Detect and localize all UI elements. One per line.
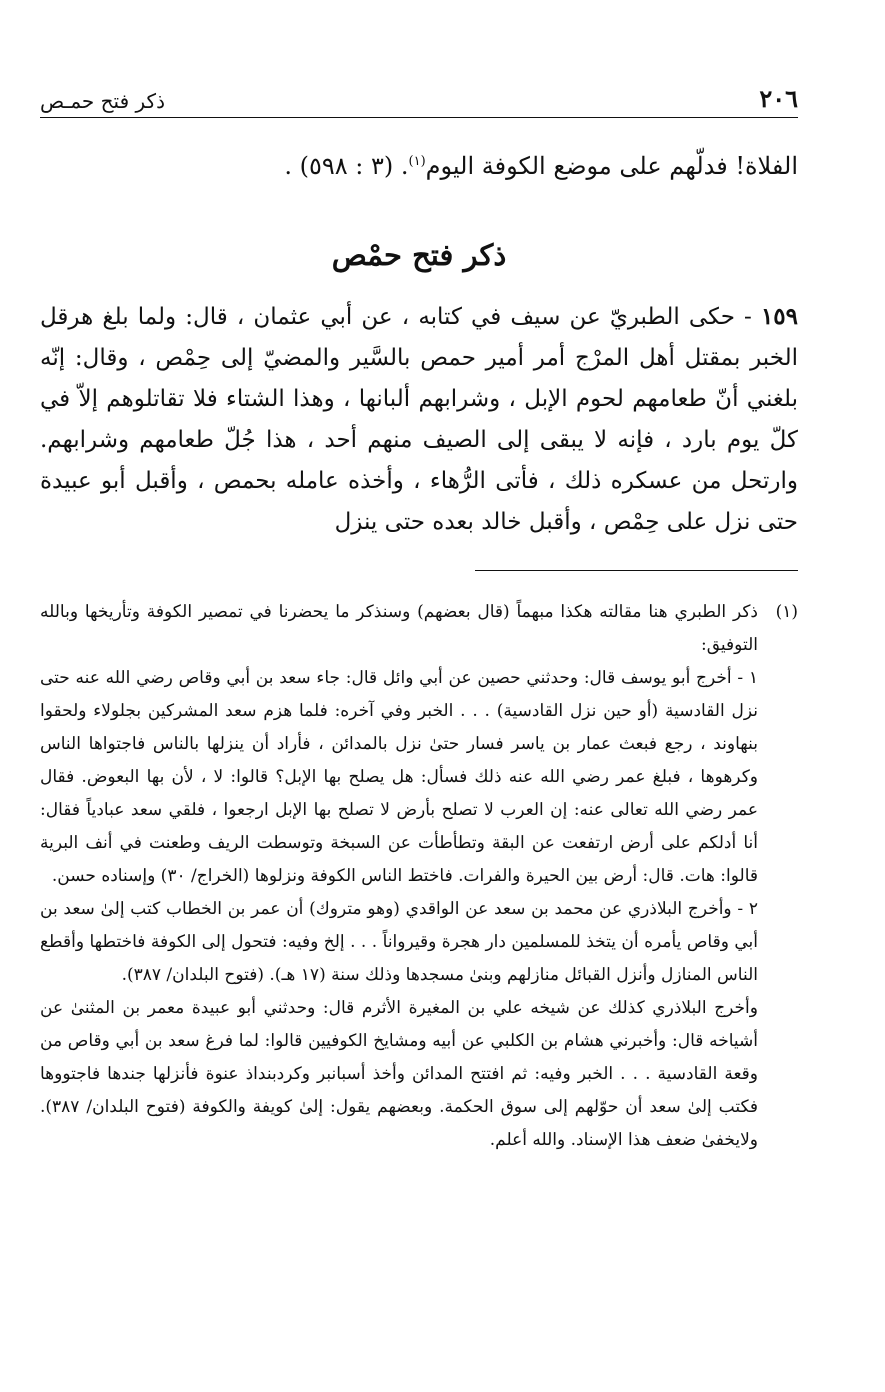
continuation-text: الفلاة! فدلّهم على موضع الكوفة اليوم bbox=[425, 152, 798, 180]
footnote-body bbox=[40, 596, 758, 1157]
continuation-line bbox=[40, 140, 798, 188]
footnote-intro: ذكر الطبري هنا مقالته هكذا مبهماً (قال بعضهم) وسنذكر ما يحضرنا في تمصير الكوفة وتأريخها وبالله التوفيق: bbox=[40, 602, 758, 655]
narration-text: - حكى الطبريّ عن سيف في كتابه ، عن أبي عثمان ، قال: ولما بلغ هرقل الخبر بمقتل أهل المرْج أمر أمير حمص بالسَّير والمضيّ إلى حِمْص ، وقال: إنّه بلغني أنّ طعامهم لحوم الإبل ، وشرابهم ألبانها ، وهذا الشتاء فلا تقاتلوهم إلاّ في كلّ يوم بارد ، فإنه لا يبقى إلى الصيف منهم أحد ، هذا جُلّ طعامهم وشرابهم. وارتحل من عسكره ذلك ، فأتى الرُّهاء ، وأخذه عامله بحمص ، وأقبل أبو عبيدة حتى نزل على حِمْص ، وأقبل خالد بعده حتى ينزل bbox=[40, 304, 798, 535]
running-header bbox=[40, 78, 798, 118]
footnote-item-1: ١ - أخرج أبو يوسف قال: وحدثني حصين عن أبي وائل قال: جاء سعد بن أبي وقاص رضي الله عنه حتى نزل القادسية (أو حين نزل القادسية) . . . الخبر وفي آخره: فلما هزم سعد المشركين بجلولاء ولحقوا بنهاوند ، رجع فبعث عمار بن ياسر فسار حتىٰ نزل بالمدائن ، فأراد أن ينزلها بالناس فاجتواها الناس وكرهوها ، فبلغ عمر رضي الله عنه ذلك فسأل: هل يصلح بها الإبل؟ قالوا: لا ، لأن بها البعوض. فقال عمر رضي الله تعالى عنه: إن العرب لا تصلح بأرض لا تصلح بها الإبل ارجعوا ، فلقي سعد عبادياً فقال: أنا أدلكم على أرض ارتفعت عن البقة وتطأطأت عن السبخة وتوسطت الريف وطعنت في أنف البرية قالوا: هات. قال: أرض بين الحيرة والفرات. فاختط الناس الكوفة ونزلوها (الخراج/ ٣٠) وإسناده حسن. bbox=[40, 668, 758, 886]
section-heading: ذكر فتح حمْص bbox=[331, 238, 507, 272]
narration-paragraph bbox=[40, 296, 798, 543]
footnote-item-2: ٢ - وأخرج البلاذري عن محمد بن سعد عن الواقدي (وهو متروك) أن عمر بن الخطاب كتب إلىٰ سعد بن أبي وقاص يأمره أن يتخذ للمسلمين دار هجرة وقيرواناً . . . إلخ وفيه: فتحول إلى الكوفة فاختطها وأقطع الناس المنازل وأنزل القبائل منازلهم وبنىٰ مسجدها وذلك سنة (١٧ هـ). (فتوح البلدان/ ٣٨٧). bbox=[40, 899, 758, 985]
footnote-reference: (١) bbox=[408, 154, 426, 169]
source-citation: . (٣ : ٥٩٨) . bbox=[284, 152, 409, 180]
footnote-marker: (١) bbox=[775, 602, 798, 622]
footnote-item-3: وأخرج البلاذري كذلك عن شيخه علي بن المغيرة الأثرم قال: وحدثني أبو عبيدة معمر بن المثنىٰ عن أشياخه قال: وأخبرني هشام بن الكلبي عن أبيه ومشايخ الكوفيين قالوا: لما فرغ سعد بن أبي وقاص من وقعة القادسية . . . الخبر وفيه: ثم افتتح المدائن وأخذ أسبانبر وكردبنداذ عنوة فأنزلها جندها فاجتووها فكتب إلىٰ سعد أن حوّلهم إلى سوق الحكمة. وبعضهم يقول: إلىٰ كويفة والكوفة (فتوح البلدان/ ٣٨٧). ولايخفىٰ ضعف هذا الإسناد. والله أعلم. bbox=[40, 998, 758, 1150]
footnote-separator bbox=[475, 570, 798, 571]
narration-number: ١٥٩ bbox=[760, 303, 799, 330]
page-number: ٢٠٦ bbox=[759, 84, 798, 113]
footnotes bbox=[40, 596, 798, 1157]
header-title: ذكر فتح حمـص bbox=[40, 89, 165, 113]
